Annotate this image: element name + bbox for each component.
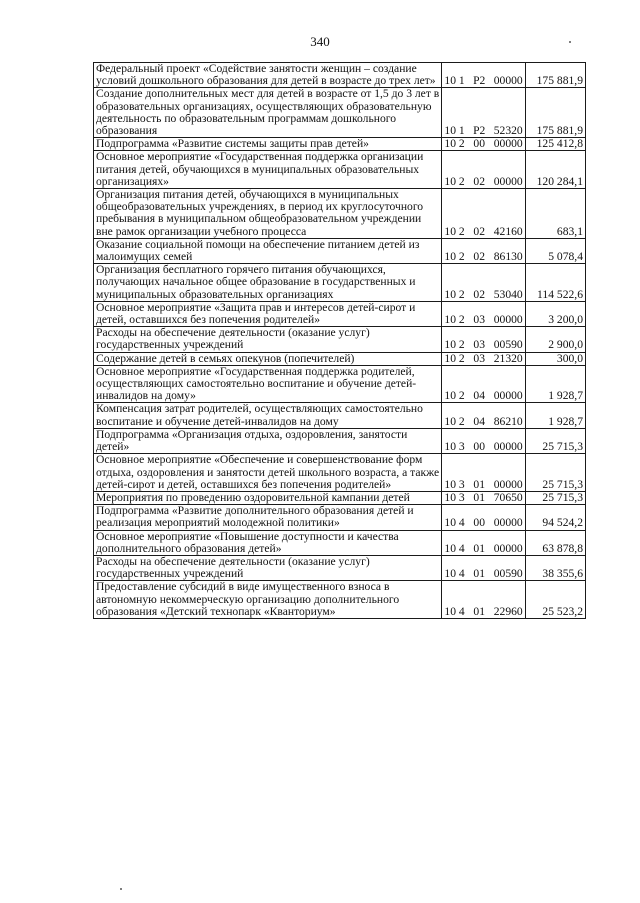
- classification-code-cell: [442, 327, 525, 352]
- expense-name-cell: Компенсация затрат родителей, осуществляющих самостоятельно воспитание и обучение детей-инвалидов на дому: [94, 403, 442, 428]
- code-part: 04: [473, 389, 486, 403]
- classification-code-cell: [442, 301, 525, 326]
- classification-code: [444, 568, 522, 580]
- code-part: 00000: [493, 541, 523, 555]
- scan-speck: [120, 888, 122, 890]
- classification-code: [444, 390, 522, 402]
- classification-code-cell: [442, 581, 525, 619]
- expense-name-cell: Подпрограмма «Развитие системы защиты прав детей»: [94, 138, 442, 151]
- amount-cell: 94 524,2: [525, 505, 585, 530]
- code-part: 00: [473, 137, 486, 151]
- amount-cell: 25 715,3: [525, 454, 585, 492]
- amount-cell: 63 878,8: [525, 530, 585, 555]
- code-part: 10 2: [444, 338, 465, 352]
- classification-code: [444, 492, 522, 504]
- classification-code: [444, 289, 522, 301]
- code-part: 10 2: [444, 250, 465, 264]
- code-part: 10 3: [444, 477, 465, 491]
- expense-name-cell: Мероприятия по проведению оздоровительной кампании детей: [94, 491, 442, 504]
- table-row: [94, 555, 586, 580]
- table-row: [94, 428, 586, 453]
- code-part: 10 3: [444, 440, 465, 454]
- table-row: [94, 403, 586, 428]
- amount-cell: 114 522,6: [525, 264, 585, 302]
- budget-table: [93, 62, 586, 619]
- table-row: [94, 454, 586, 492]
- page-number: 340: [310, 34, 330, 49]
- classification-code: [444, 75, 522, 87]
- code-part: 10 4: [444, 541, 465, 555]
- expense-name-cell: Оказание социальной помощи на обеспечение питанием детей из малоимущих семей: [94, 238, 442, 263]
- table-row: [94, 88, 586, 138]
- classification-code: [444, 479, 522, 491]
- code-part: P2: [473, 74, 486, 88]
- classification-code: [444, 176, 522, 188]
- code-part: 10 4: [444, 567, 465, 581]
- code-part: 00000: [493, 74, 523, 88]
- code-part: 02: [473, 174, 486, 188]
- amount-cell: 300,0: [525, 352, 585, 365]
- code-part: 10 2: [444, 174, 465, 188]
- expense-name-cell: Организация бесплатного горячего питания обучающихся, получающих начальное общее образование в государственных и муниципальных образовательных организациях: [94, 264, 442, 302]
- classification-code-cell: [442, 189, 525, 239]
- classification-code-cell: [442, 530, 525, 555]
- classification-code: [444, 517, 522, 529]
- table-row: [94, 530, 586, 555]
- expense-name-cell: Организация питания детей, обучающихся в муниципальных общеобразовательных учреждениях, в период их круглосуточного пребывания в муниципальном общеобразовательном учреждении вне рамок организации учебного процесса: [94, 189, 442, 239]
- code-part: P2: [473, 124, 486, 138]
- classification-code: [444, 251, 522, 263]
- classification-code-cell: [442, 428, 525, 453]
- code-part: 00590: [493, 338, 523, 352]
- code-part: 10 2: [444, 352, 465, 365]
- expense-name-cell: Основное мероприятие «Государственная поддержка организации питания детей, обучающихся в муниципальных образовательных организациях»: [94, 151, 442, 189]
- code-part: 03: [473, 313, 486, 327]
- table-row: [94, 301, 586, 326]
- classification-code: [444, 416, 522, 428]
- classification-code: [444, 606, 522, 618]
- expense-name-cell: Подпрограмма «Организация отдыха, оздоровления, занятости детей»: [94, 428, 442, 453]
- expense-name-cell: Предоставление субсидий в виде имущественного взноса в автономную некоммерческую организацию дополнительного образования «Детский технопарк «Кванториум»: [94, 581, 442, 619]
- classification-code-cell: [442, 63, 525, 88]
- expense-name-cell: Основное мероприятие «Защита прав и интересов детей-сирот и детей, оставшихся без попечения родителей»: [94, 301, 442, 326]
- code-part: 00: [473, 440, 486, 454]
- amount-cell: 175 881,9: [525, 88, 585, 138]
- classification-code: [444, 125, 522, 137]
- classification-code-cell: [442, 555, 525, 580]
- code-part: 03: [473, 352, 486, 365]
- code-part: 03: [473, 338, 486, 352]
- amount-cell: 25 715,3: [525, 428, 585, 453]
- code-part: 10 2: [444, 137, 465, 151]
- amount-cell: 25 523,2: [525, 581, 585, 619]
- amount-cell: 38 355,6: [525, 555, 585, 580]
- amount-cell: 120 284,1: [525, 151, 585, 189]
- table-row: [94, 238, 586, 263]
- table-row: [94, 189, 586, 239]
- code-part: 01: [473, 477, 486, 491]
- code-part: 04: [473, 414, 486, 428]
- classification-code-cell: [442, 88, 525, 138]
- classification-code-cell: [442, 238, 525, 263]
- expense-name-cell: Федеральный проект «Содействие занятости женщин – создание условий дошкольного образования для детей в возрасте до трех лет»: [94, 63, 442, 88]
- classification-code: [444, 226, 522, 238]
- code-part: 10 2: [444, 224, 465, 238]
- expense-name-cell: Подпрограмма «Развитие дополнительного образования детей и реализация мероприятий молодежной политики»: [94, 505, 442, 530]
- classification-code-cell: [442, 138, 525, 151]
- amount-cell: 1 928,7: [525, 403, 585, 428]
- table-row: [94, 63, 586, 88]
- code-part: 01: [473, 604, 486, 618]
- amount-cell: 2 900,0: [525, 327, 585, 352]
- table-row: [94, 264, 586, 302]
- expense-name-cell: Основное мероприятие «Повышение доступности и качества дополнительного образования детей»: [94, 530, 442, 555]
- classification-code-cell: [442, 505, 525, 530]
- code-part: 10 1: [444, 74, 465, 88]
- code-part: 10 3: [444, 491, 465, 504]
- code-part: 10 1: [444, 124, 465, 138]
- table-row: [94, 365, 586, 403]
- code-part: 21320: [493, 352, 523, 365]
- code-part: 02: [473, 224, 486, 238]
- code-part: 00000: [493, 174, 523, 188]
- classification-code: [444, 138, 522, 150]
- classification-code: [444, 543, 522, 555]
- code-part: 10 2: [444, 313, 465, 327]
- code-part: 53040: [493, 287, 523, 301]
- classification-code: [444, 339, 522, 351]
- classification-code-cell: [442, 454, 525, 492]
- table-row: [94, 151, 586, 189]
- amount-cell: 5 078,4: [525, 238, 585, 263]
- code-part: 00000: [493, 389, 523, 403]
- table-row: [94, 505, 586, 530]
- code-part: 02: [473, 287, 486, 301]
- classification-code-cell: [442, 403, 525, 428]
- code-part: 00000: [493, 477, 523, 491]
- amount-cell: 175 881,9: [525, 63, 585, 88]
- code-part: 00000: [493, 516, 523, 530]
- code-part: 42160: [493, 224, 523, 238]
- classification-code: [444, 314, 522, 326]
- code-part: 00000: [493, 440, 523, 454]
- code-part: 00000: [493, 137, 523, 151]
- code-part: 10 2: [444, 287, 465, 301]
- code-part: 01: [473, 491, 486, 504]
- table-row: [94, 352, 586, 365]
- code-part: 10 4: [444, 516, 465, 530]
- expense-name-cell: Создание дополнительных мест для детей в возрасте от 1,5 до 3 лет в образовательных организациях, осуществляющих образовательную деятельность по образовательным программам дошкольного образования: [94, 88, 442, 138]
- amount-cell: 125 412,8: [525, 138, 585, 151]
- code-part: 70650: [493, 491, 523, 504]
- expense-name-cell: Основное мероприятие «Государственная поддержка родителей, осуществляющих самостоятельно воспитание и обучение детей-инвалидов на дому»: [94, 365, 442, 403]
- code-part: 00000: [493, 313, 523, 327]
- code-part: 86210: [493, 414, 523, 428]
- classification-code-cell: [442, 365, 525, 403]
- code-part: 86130: [493, 250, 523, 264]
- table-row: [94, 327, 586, 352]
- classification-code: [444, 353, 522, 365]
- classification-code-cell: [442, 264, 525, 302]
- code-part: 10 2: [444, 414, 465, 428]
- classification-code-cell: [442, 352, 525, 365]
- code-part: 10 2: [444, 389, 465, 403]
- code-part: 22960: [493, 604, 523, 618]
- code-part: 01: [473, 541, 486, 555]
- expense-name-cell: Расходы на обеспечение деятельности (оказание услуг) государственных учреждений: [94, 555, 442, 580]
- amount-cell: 683,1: [525, 189, 585, 239]
- code-part: 52320: [493, 124, 523, 138]
- table-row: [94, 581, 586, 619]
- scan-speck: [569, 41, 571, 43]
- code-part: 00590: [493, 567, 523, 581]
- expense-name-cell: Основное мероприятие «Обеспечение и совершенствование форм отдыха, оздоровления и занятости детей школьного возраста, а также детей-сирот и детей, оставшихся без попечения родителей»: [94, 454, 442, 492]
- classification-code-cell: [442, 151, 525, 189]
- code-part: 00: [473, 516, 486, 530]
- code-part: 10 4: [444, 604, 465, 618]
- amount-cell: 3 200,0: [525, 301, 585, 326]
- table-row: [94, 138, 586, 151]
- expense-name-cell: Расходы на обеспечение деятельности (оказание услуг) государственных учреждений: [94, 327, 442, 352]
- classification-code: [444, 441, 522, 453]
- code-part: 01: [473, 567, 486, 581]
- classification-code-cell: [442, 491, 525, 504]
- amount-cell: 1 928,7: [525, 365, 585, 403]
- code-part: 02: [473, 250, 486, 264]
- amount-cell: 25 715,3: [525, 491, 585, 504]
- budget-table-body: [94, 63, 586, 619]
- table-row: [94, 491, 586, 504]
- expense-name-cell: Содержание детей в семьях опекунов (попечителей): [94, 352, 442, 365]
